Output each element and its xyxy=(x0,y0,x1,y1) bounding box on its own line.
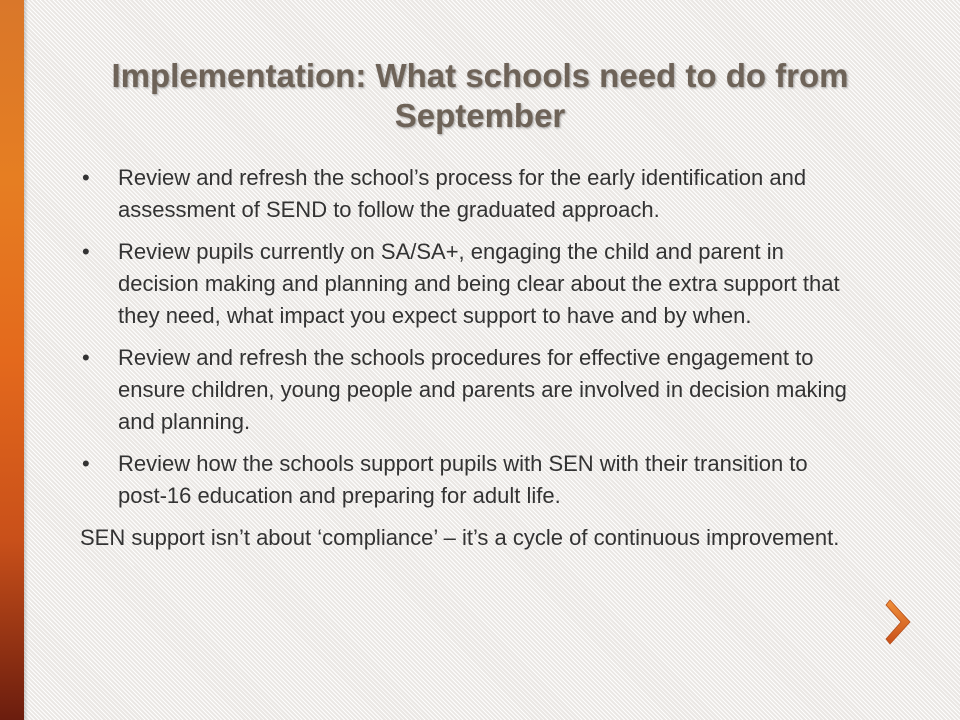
bullet-marker: • xyxy=(82,239,90,264)
slide-title: Implementation: What schools need to do from September xyxy=(111,57,849,134)
bullet-marker: • xyxy=(82,165,90,190)
bullet-text: Review and refresh the school’s process for the early identification and assessment of SEND to follow the graduated approach. xyxy=(118,165,807,222)
bullet-text: Review pupils currently on SA/SA+, engaging the child and parent in decision making and planning and being clear about the extra support that they need, what impact you expect support to have and by when. xyxy=(118,239,840,328)
bullet-item xyxy=(80,448,850,512)
bullet-text: Review and refresh the schools procedures for effective engagement to ensure children, young people and parents are involved in decision making and planning. xyxy=(118,345,847,434)
bullet-marker: • xyxy=(82,451,90,476)
bullet-text: Review how the schools support pupils with SEN with their transition to post-16 education and preparing for adult life. xyxy=(118,451,808,508)
bullet-item xyxy=(80,236,850,332)
closing-statement: SEN support isn’t about ‘compliance’ – it’s a cycle of continuous improvement. xyxy=(80,525,840,550)
chevron-right-icon[interactable] xyxy=(884,598,918,646)
accent-bar xyxy=(0,0,24,720)
bullet-marker: • xyxy=(82,345,90,370)
slide-body xyxy=(80,162,850,554)
bullet-item xyxy=(80,162,850,226)
bullet-item xyxy=(80,342,850,438)
bullet-list xyxy=(80,162,850,512)
